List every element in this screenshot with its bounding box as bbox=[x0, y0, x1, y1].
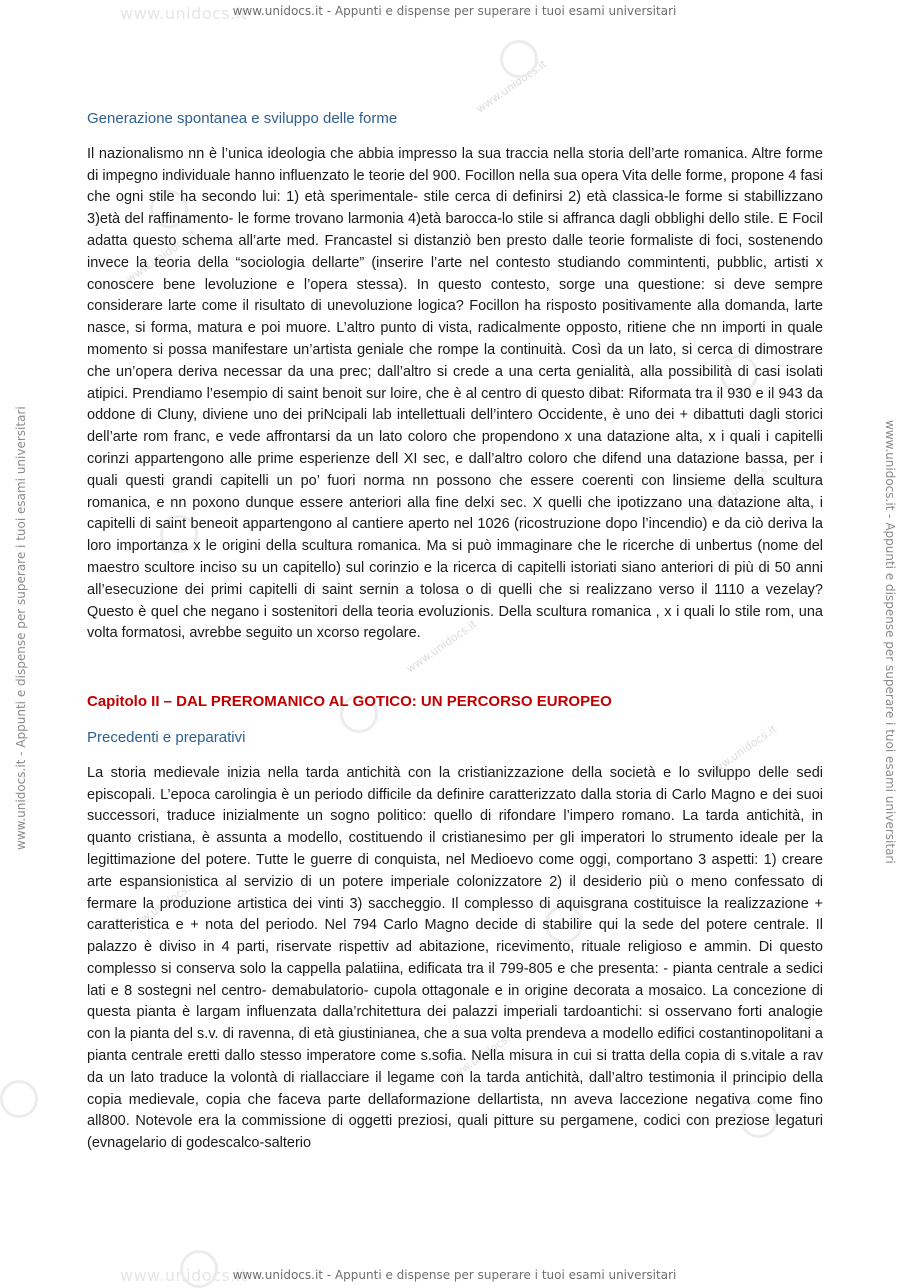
section-subheading: Precedenti e preparativi bbox=[87, 728, 246, 746]
watermark-logo-icon bbox=[0, 1080, 38, 1118]
watermark-diagonal: www.unidocs.it bbox=[403, 617, 480, 676]
watermark-faint-header: www.unidocs.it bbox=[120, 4, 248, 23]
watermark-diagonal: www.unidocs.it bbox=[703, 457, 780, 516]
section-heading: Generazione spontanea e sviluppo delle forme bbox=[87, 110, 398, 127]
watermark-side-left: www.unidocs.it - Appunti e dispense per superare i tuoi esami universitari bbox=[14, 406, 28, 850]
watermark-faint-footer: www.unidocs.it bbox=[120, 1266, 248, 1285]
watermark-diagonal: www.unidocs.it bbox=[703, 722, 780, 781]
watermark-diagonal: www.unidocs.it bbox=[443, 1027, 520, 1086]
watermark-diagonal: www.unidocs.it bbox=[123, 227, 200, 286]
watermark-diagonal: www.unidocs.it bbox=[123, 877, 200, 936]
watermark-diagonal: www.unidocs.it bbox=[473, 57, 550, 116]
document-body bbox=[87, 108, 823, 1155]
watermark-header: www.unidocs.it - Appunti e dispense per superare i tuoi esami universitari bbox=[232, 4, 677, 18]
body-paragraph: La storia medievale inizia nella tarda antichità con la cristianizzazione della società e lo sviluppo delle sedi episcopali. L’epoca carolingia è un periodo difficile da definire caratterizzato dalla storia di Carlo Magno e dei suoi successori, traduce inizialmente un sogno politico: quello di rifondare l’impero romano. La tarda antichità, in quanto cristiana, è assunta a modello, costituendo il cristianesimo per gli imperatori lo strumento ideale per la legittimazione del potere. Tutte le guerre di conquista, nel Medioevo come oggi, comportano 3 aspetti: 1) creare arte espansionistica al servizio di un potere imperiale colonizzatore 2) il desiderio più o meno confessato di fermare la produzione artistica dei vinti 3) saccheggio. Il complesso di aquisgrana costituisce la realizzazione + caratteristica e + nota del periodo. Nel 794 Carlo Magno decide di stabilire qui la sede del potere centrale. Il palazzo è diviso in 4 parti, riservate rispettiv ad abitazione, ricevimento, rituale religioso e ammin. Di questo complesso si conserva solo la cappella palatiina, edificata tra il 799-805 e che presenta: - pianta centrale a sedici lati e 8 sostegni nel centro- demabulatorio- cupola ottagonale e in origine decorata a mosaico. La concezione di questa pianta è largam influenzata dalla’rchitettura dei palazzi imperiali tardoantichi: si osservano forti analogie con la pianta del s.v. di ravenna, di età giustinianea, che a sua volta prendeva a modello edifici costantinopolitani a pianta centrale eretti dallo stesso imperatore come s.sofia. Nella misura in cui si tratta della copia di s.vitale a rav da un lato traduce la volontà di riallacciare il legame con la tarda antichità, dall’altro testimonia il principio della copia medievale, copia che faceva parte dellaformazione dellartista, nn aveva laccezione negativa come fino all800. Notevole era la commissione di oggetti preziosi, quali pitture su pergamene, codici con preziose legaturi (evnagelario di godescalco-salterio bbox=[87, 764, 823, 1152]
chapter-heading: Capitolo II – DAL PREROMANICO AL GOTICO: UN PERCORSO EUROPEO bbox=[87, 693, 612, 711]
watermark-logo-icon bbox=[500, 40, 538, 78]
watermark-footer: www.unidocs.it - Appunti e dispense per superare i tuoi esami universitari bbox=[232, 1268, 677, 1282]
section-spacer bbox=[87, 645, 823, 691]
watermark-side-right: www.unidocs.it - Appunti e dispense per superare i tuoi esami universitari bbox=[883, 420, 897, 864]
body-paragraph: Il nazionalismo nn è l’unica ideologia che abbia impresso la sua traccia nella storia dell’arte romanica. Altre forme di impegno individuale hanno influenzato le teorie del 900. Focillon nella sua opera Vita delle forme, propone 4 fasi che ogni stile ha secondo lui: 1) età sperimentale- stile cerca di definirsi 2) età classica-le forme si stabillizzano 3)età del raffinamento- le forme trovano larmonia 4)età barocca-lo stile si affranca dagli obblighi dello stile. E Focil adatta questo schema all’arte med. Francastel si distanziò ben presto dalle teorie formaliste di foci, sostenendo invece la teoria della “sociologia dellarte” (inserire l’arte nel contesto studiando commintenti, pubblic, artisti x conoscere bene levoluzione e l’opera stessa). In questo contesto, sorge una questione: si deve sempre considerare larte come il risultato di unevoluzione logica? Focillon ha risposto positivamente alla domanda, larte nasce, si forma, matura e poi muore. L’altro punto di vista, radicalmente opposto, ritiene che nn importi in quale momento si possa manifestare un’artista geniale che rompe la continuità. Così da un lato, si cerca di dimostrare che un’opera deriva necessar da una prec; dall’altro si crede a una certa genialità, alla possibilità di casi isolati atipici. Prendiamo l’esempio di saint benoit sur loire, che è al centro di questo dibat: Riformata tra il 930 e il 943 da oddone di Cluny, diviene uno dei priNcipali lab intellettuali dell’intero Occidente, è uno dei + dibattuti dagli storici dell’arte rom franc, e vede affrontarsi da un lato coloro che propendono x una datazione alta, x i quali i capitelli corinzi appartengono alle prime esperienze dell XI sec, e dall’altro coloro che difend una datazione bassa, per i quali questi grandi capitelli un po’ fuori norma nn possono che essere coerenti con linsieme della scultura romanica, e nn poxono dunque essere anteriori alla fine delxi sec. X quelli che ipotizzano una datazione alta, i capitelli di saint beneoit appartengono al cantiere aperto nel 1026 (ricostruzione dopo l’incendio) e da ciò deriva la loro importanza x le origini della scultura romanica. Ma si può immaginare che le ricerche di unbertus (nome del maestro scultore inciso su un capitello) sul corinzio e la ricerca di capitelli istoriati siano anteriori di più di 50 anni all’esecuzione dei primi capitelli di saint sernin a tolosa o di quelli che si realizzano verso il 1110 a vezelay? Questo è quel che negano i sostenitori della teoria evoluzionis. Della scultura romanica , x i quali lo stile rom, una volta formatosi, avrebbe seguito un xcorso regolare. bbox=[87, 145, 823, 642]
watermark-logo-icon bbox=[180, 1250, 218, 1288]
